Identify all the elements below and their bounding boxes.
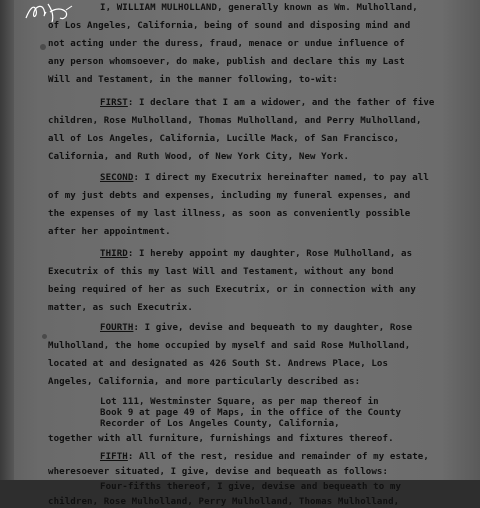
- second-heading: SECOND: [100, 173, 134, 183]
- fifth-paragraph-line: children, Rose Mulholland, Perry Mulholland, Thomas Mulholland,: [48, 497, 400, 507]
- opening-line: any person whomsoever, do make, publish and declare this my Last: [48, 57, 405, 67]
- fifth-heading: FIFTH: [100, 452, 128, 462]
- fourth-paragraph-line: located at and designated as 426 South St. Andrews Place, Los: [48, 359, 389, 369]
- third-heading: THIRD: [100, 249, 128, 259]
- first-paragraph-line: children, Rose Mulholland, Thomas Mulholland, and Perry Mulholland,: [48, 116, 422, 126]
- first-heading: FIRST: [100, 98, 128, 108]
- first-paragraph-line: California, and Ruth Wood, of New York City, New York.: [48, 152, 350, 162]
- opening-line: I, WILLIAM MULHOLLAND, generally known as Wm. Mulholland,: [100, 3, 418, 13]
- first-text: : I declare that I am a widower, and the father of five: [127, 98, 435, 108]
- opening-line: of Los Angeles, California, being of sound and disposing mind and: [48, 21, 411, 31]
- fifth-paragraph-line: Four-fifths thereof, I give, devise and bequeath to my: [100, 482, 402, 492]
- opening-line: Will and Testament, in the manner following, to-wit:: [48, 75, 338, 85]
- second-paragraph-line: [100, 173, 429, 184]
- fifth-text: : All of the rest, residue and remainder of my estate,: [127, 452, 429, 462]
- third-paragraph-line: matter, as such Executrix.: [48, 303, 193, 313]
- third-text: : I hereby appoint my daughter, Rose Mulholland, as: [127, 249, 413, 259]
- fourth-heading: FOURTH: [100, 323, 134, 333]
- legal-description-line: Lot 111, Westminster Square, as per map thereof in: [100, 397, 379, 407]
- first-paragraph-line: [100, 98, 435, 109]
- third-paragraph-line: being required of her as such Executrix, or in connection with any: [48, 285, 416, 295]
- legal-description-line: Recorder of Los Angeles County, California,: [100, 419, 340, 429]
- legal-description-line: Book 9 at page 49 of Maps, in the office of the County: [100, 408, 402, 418]
- fourth-paragraph-line: [100, 323, 412, 334]
- second-paragraph-line: the expenses of my last illness, as soon as conveniently possible: [48, 209, 411, 219]
- fifth-paragraph-line: wheresoever situated, I give, devise and bequeath as follows:: [48, 467, 389, 477]
- second-paragraph-line: of my just debts and expenses, including my funeral expenses, and: [48, 191, 411, 201]
- opening-line: not acting under the duress, fraud, menace or undue influence of: [48, 39, 405, 49]
- fourth-paragraph-line: together with all furniture, furnishings and fixtures thereof.: [48, 434, 394, 444]
- fifth-paragraph-line: [100, 452, 429, 463]
- fourth-paragraph-line: Angeles, California, and more particularly described as:: [48, 377, 361, 387]
- third-paragraph-line: Executrix of this my last Will and Testament, without any bond: [48, 267, 394, 277]
- second-text: : I direct my Executrix hereinafter named, to pay all: [133, 173, 429, 183]
- fourth-text: : I give, devise and bequeath to my daughter, Rose: [133, 323, 413, 333]
- second-paragraph-line: after her appointment.: [48, 227, 171, 237]
- fourth-paragraph-line: Mulholland, the home occupied by myself and said Rose Mulholland,: [48, 341, 411, 351]
- third-paragraph-line: [100, 249, 412, 260]
- first-paragraph-line: all of Los Angeles, California, Lucille Mack, of San Francisco,: [48, 134, 400, 144]
